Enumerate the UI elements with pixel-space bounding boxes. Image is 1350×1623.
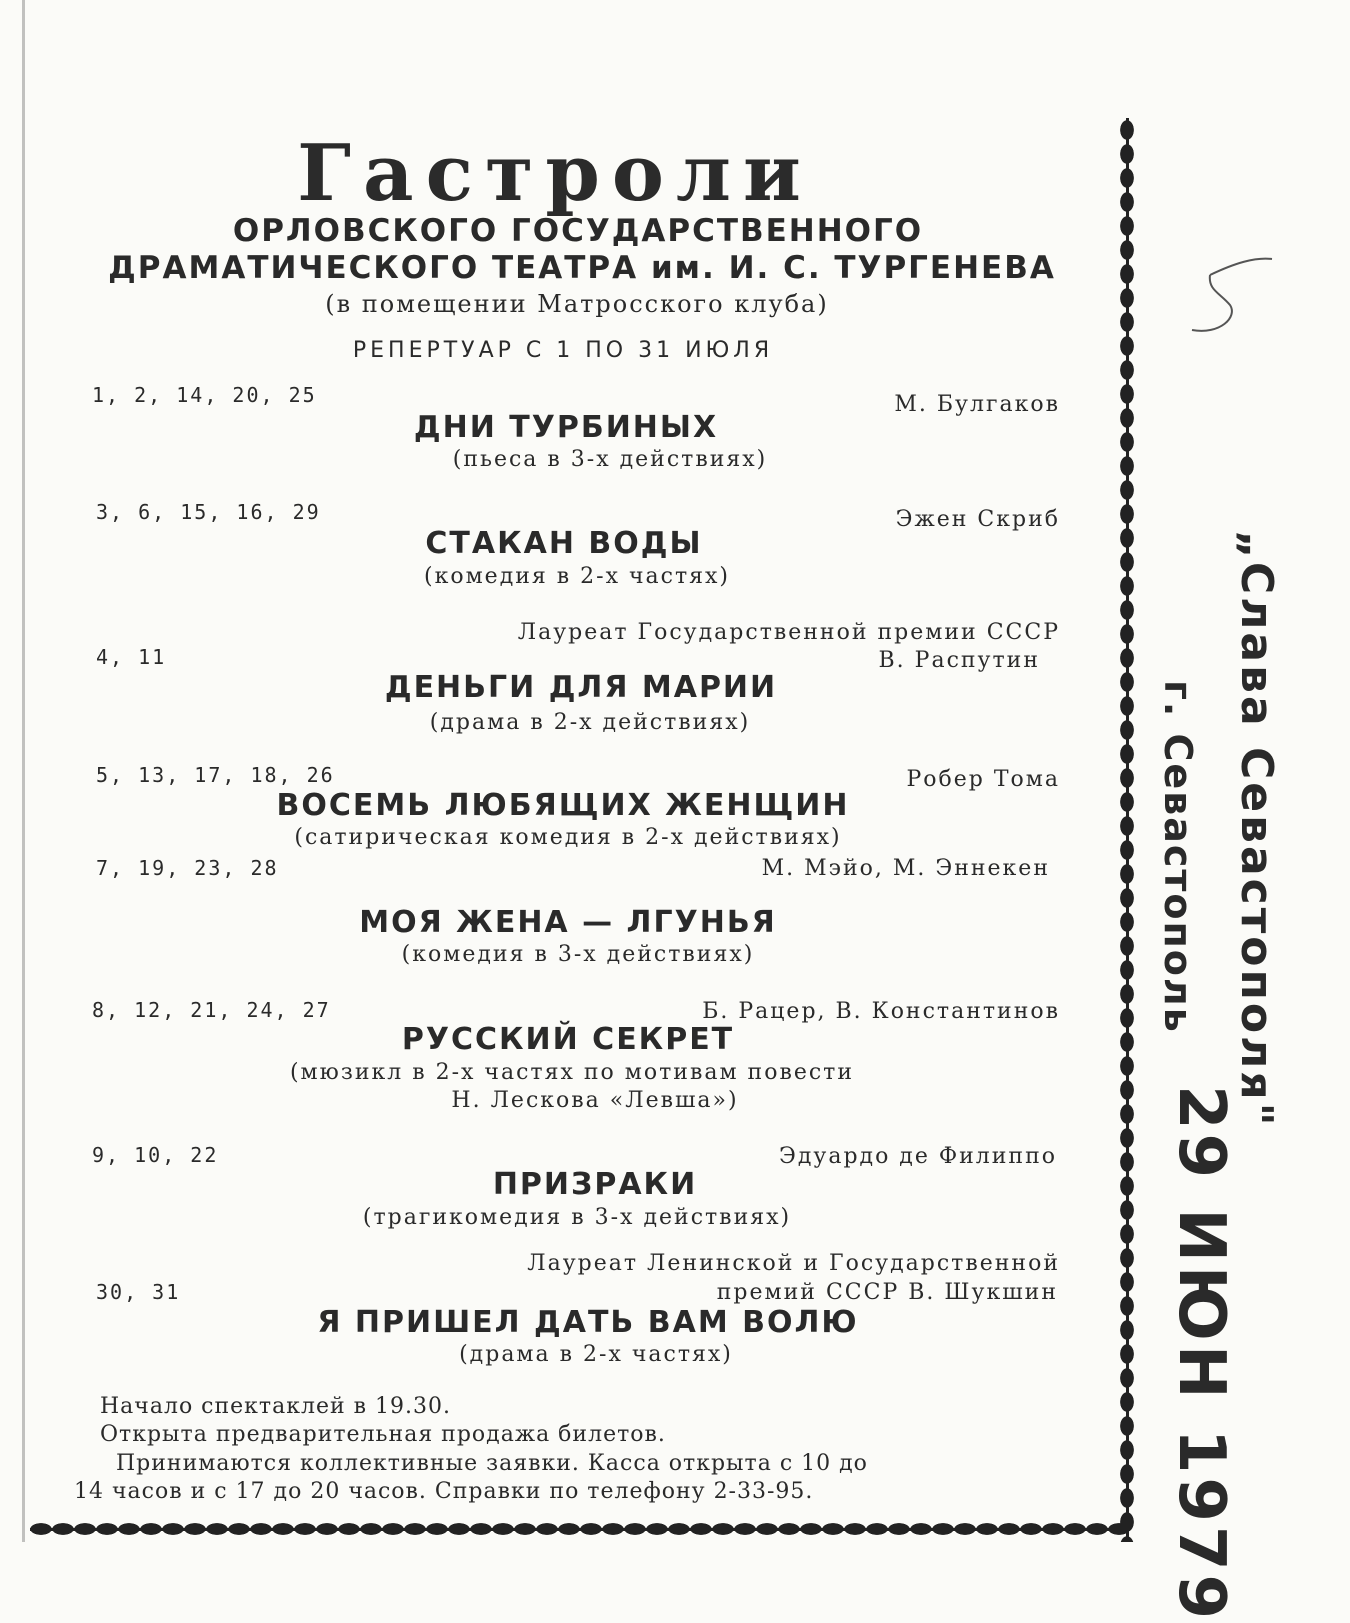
play-genre: (комедия в 3-х действиях) — [401, 942, 755, 967]
play-genre-line2: Н. Лескова «Левша») — [451, 1088, 739, 1113]
play-title: СТАКАН ВОДЫ — [425, 526, 703, 561]
play-genre: (драма в 2-х действиях) — [429, 710, 751, 735]
play-title: Я ПРИШЕЛ ДАТЬ ВАМ ВОЛЮ — [317, 1305, 859, 1340]
play-laureate: Лауреат Ленинской и Государственной — [527, 1251, 1060, 1276]
footer-line1: Начало спектаклей в 19.30. — [100, 1394, 451, 1419]
play-author: М. Булгаков — [894, 392, 1060, 417]
play-dates: 3, 6, 15, 16, 29 — [96, 500, 321, 524]
stamp-city: г. Севастополь — [1156, 680, 1200, 1034]
play-dates: 8, 12, 21, 24, 27 — [92, 998, 331, 1022]
play-title: ПРИЗРАКИ — [492, 1167, 698, 1202]
vertical-ornament-border — [1118, 118, 1136, 1542]
play-author: М. Мэйо, М. Эннекен — [761, 856, 1050, 881]
play-title: ДЕНЬГИ ДЛЯ МАРИИ — [384, 670, 778, 705]
play-author: Эдуардо де Филиппо — [779, 1144, 1057, 1169]
play-dates: 30, 31 — [96, 1280, 181, 1304]
play-genre: (драма в 2-х частях) — [459, 1342, 733, 1367]
repertoire-heading: РЕПЕРТУАР С 1 ПО 31 ИЮЛЯ — [352, 338, 774, 363]
stamp-date: 29 ИЮН 1979 — [1164, 1085, 1238, 1623]
header-line2: ДРАМАТИЧЕСКОГО ТЕАТРА им. И. С. ТУРГЕНЕВА — [108, 250, 1056, 286]
play-dates: 4, 11 — [96, 645, 167, 669]
stamp-newspaper-name: „Слава Севастополя" — [1231, 530, 1282, 1129]
play-dates: 1, 2, 14, 20, 25 — [92, 383, 317, 407]
footer-line4: 14 часов и с 17 до 20 часов. Справки по телефону 2-33-95. — [74, 1479, 814, 1504]
play-author: В. Распутин — [878, 648, 1040, 673]
left-edge-line — [22, 0, 25, 1542]
play-title: РУССКИЙ СЕКРЕТ — [401, 1022, 735, 1057]
play-genre: (мюзикл в 2-х частях по мотивам повести — [289, 1060, 855, 1085]
play-author: Робер Тома — [906, 767, 1060, 792]
bottom-ornament-border — [30, 1522, 1130, 1536]
play-genre: (комедия в 2-х частях) — [423, 564, 731, 589]
play-dates: 9, 10, 22 — [92, 1143, 219, 1167]
play-genre: (трагикомедия в 3-х действиях) — [362, 1205, 792, 1230]
footer-line3: Принимаются коллективные заявки. Касса открыта с 10 до — [116, 1451, 868, 1476]
page-title: Гастроли — [297, 128, 813, 219]
play-author: Б. Рацер, В. Константинов — [702, 999, 1060, 1024]
play-dates: 5, 13, 17, 18, 26 — [96, 763, 335, 787]
play-genre: (пьеса в 3-х действиях) — [452, 447, 768, 472]
play-author: премий СССР В. Шукшин — [716, 1280, 1058, 1305]
play-laureate: Лауреат Государственной премии СССР — [517, 620, 1060, 645]
play-title: МОЯ ЖЕНА — ЛГУНЬЯ — [359, 905, 777, 940]
venue-note: (в помещении Матросского клуба) — [325, 290, 829, 318]
handwritten-mark — [1180, 245, 1280, 345]
play-author: Эжен Скриб — [895, 507, 1060, 532]
play-dates: 7, 19, 23, 28 — [96, 856, 279, 880]
header-line1: ОРЛОВСКОГО ГОСУДАРСТВЕННОГО — [232, 213, 924, 249]
play-title: ДНИ ТУРБИНЫХ — [413, 410, 719, 445]
play-title: ВОСЕМЬ ЛЮБЯЩИХ ЖЕНЩИН — [276, 788, 850, 823]
play-genre: (сатирическая комедия в 2-х действиях) — [294, 825, 842, 850]
footer-line2: Открыта предварительная продажа билетов. — [100, 1422, 666, 1447]
